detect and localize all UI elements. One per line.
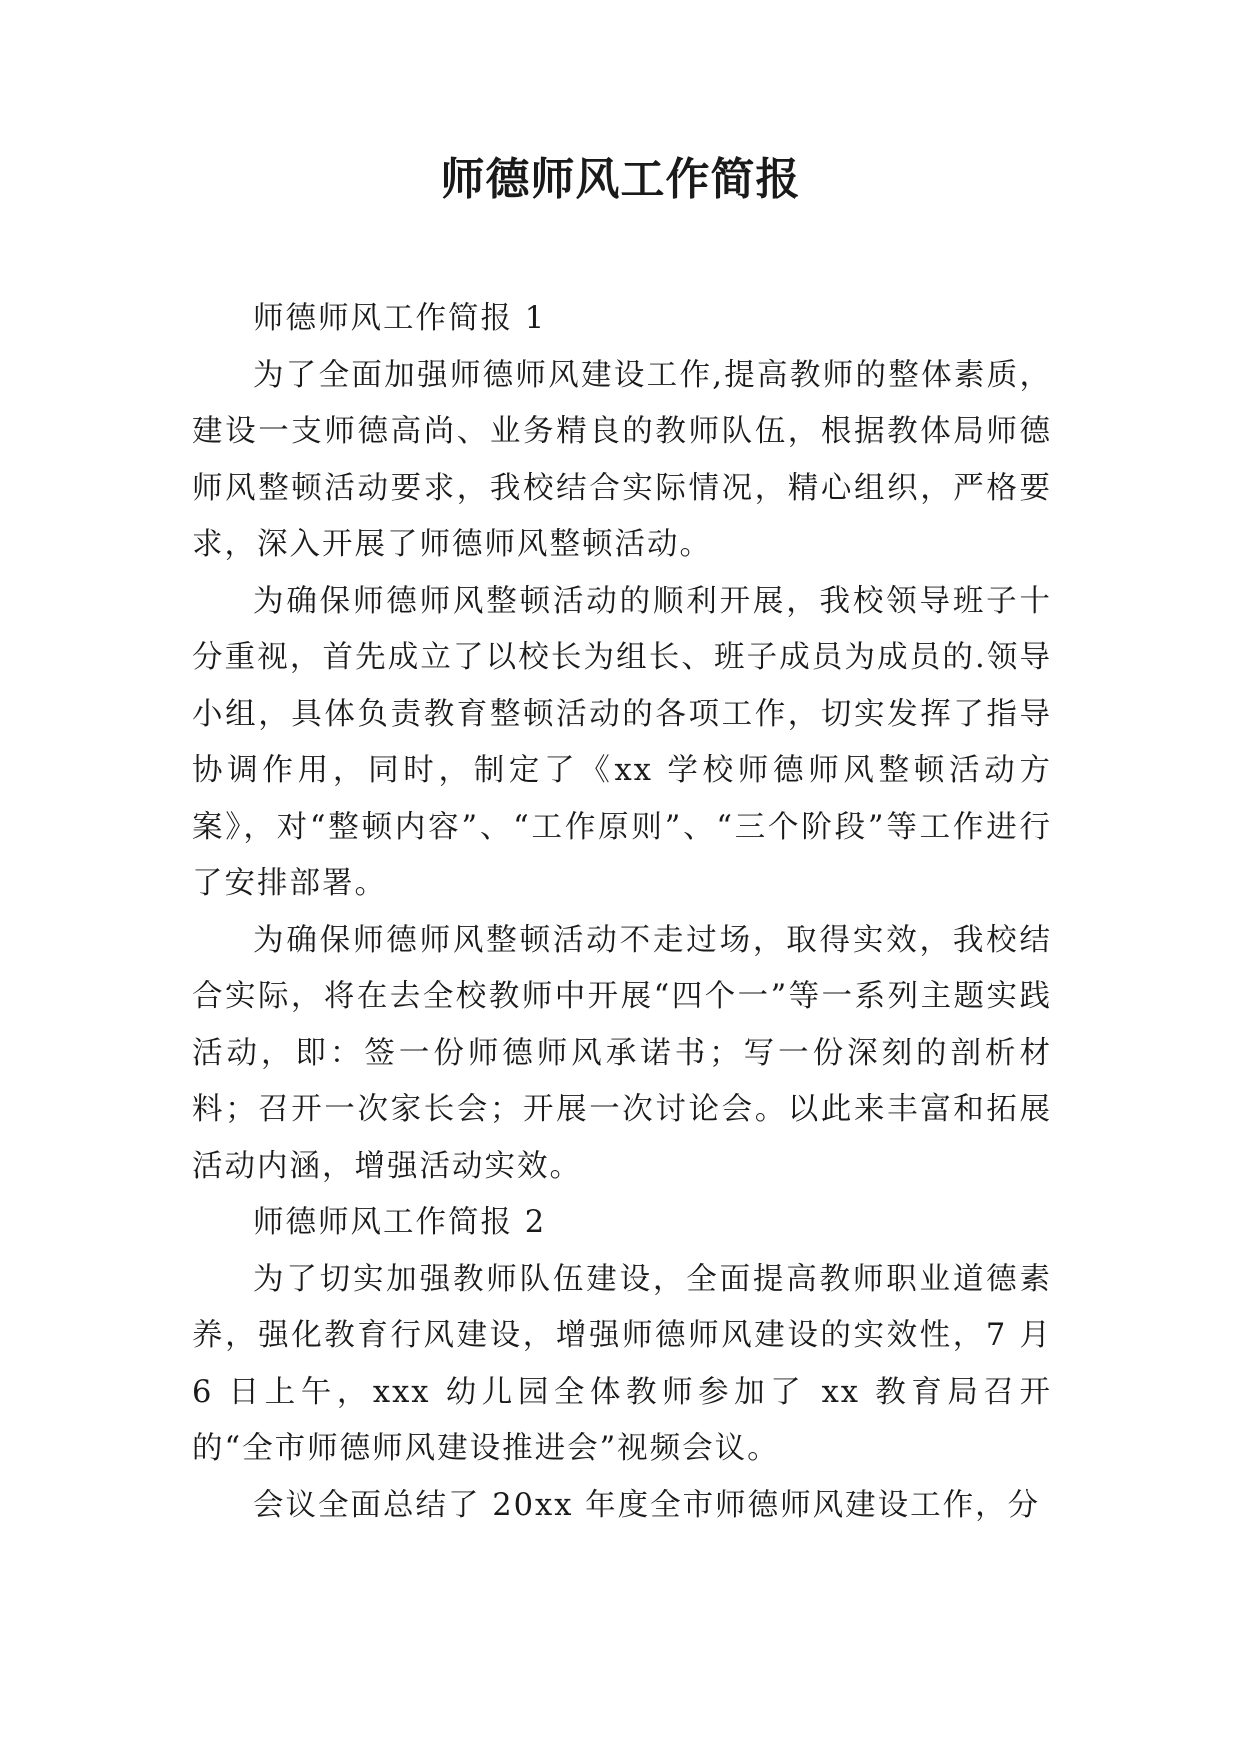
paragraph: 会议全面总结了 20xx 年度全市师德师风建设工作，分 — [253, 1487, 1041, 1523]
section-heading-1: 师德师风工作简报 1 — [253, 301, 547, 336]
paragraph: 为确保师德师风整顿活动的顺利开展，我校领导班子十分重视，首先成立了以校长为组长、班子成员为成员的.领导小组，具体负责教育整顿活动的各项工作，切实发挥了指导协调作用，同时，制定了《xx 学校师德师风整顿活动方案》，对“整顿内容”、“工作原则”、“三个阶段”等工作进行了安排部署。 — [192, 583, 1052, 901]
paragraph: 为了全面加强师德师风建设工作,提高教师的整体素质，建设一支师德高尚、业务精良的教师队伍，根据教体局师德师风整顿活动要求，我校结合实际情况，精心组织，严格要求，深入开展了师德师风整顿活动。 — [192, 357, 1052, 562]
section-heading-2: 师德师风工作简报 2 — [253, 1205, 547, 1240]
document-body — [192, 291, 1052, 1534]
paragraph: 为了切实加强教师队伍建设，全面提高教师职业道德素养，强化教育行风建设，增强师德师风建设的实效性，7 月 6 日上午，xxx 幼儿园全体教师参加了 xx 教育局召开的“全市师德师风建设推进会”视频会议。 — [192, 1261, 1052, 1466]
paragraph: 为确保师德师风整顿活动不走过场，取得实效，我校结合实际，将在去全校教师中开展“四个一”等一系列主题实践活动，即：签一份师德师风承诺书；写一份深刻的剖析材料；召开一次家长会；开展一次讨论会。以此来丰富和拓展活动内涵，增强活动实效。 — [192, 922, 1052, 1184]
document-title: 师德师风工作简报 — [440, 154, 801, 205]
